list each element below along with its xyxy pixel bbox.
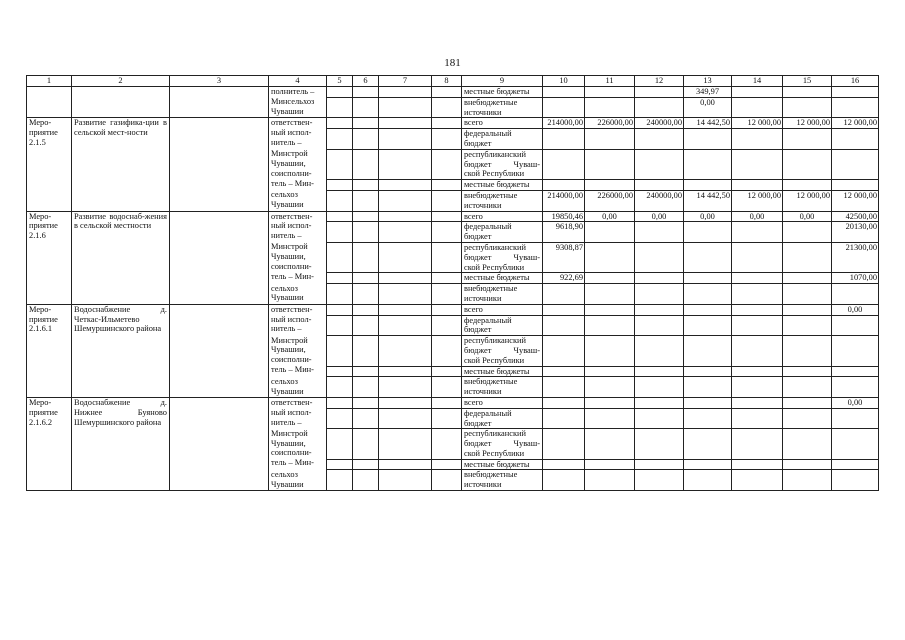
col-header: 4 [269,76,327,87]
source-cell: внебюджетные источники [462,190,543,211]
source-cell: республиканский бюджет Чуваш- ской Республики [462,149,543,179]
measure-title: Развитие водоснаб-жения в сельской местности [72,211,170,304]
col-header: 15 [783,76,832,87]
executor-cell: ответствен- ный испол- нитель – [269,118,327,149]
col-header: 1 [27,76,72,87]
source-cell: внебюджетные источники [462,284,543,305]
executor-cell: сельхоз Чувашии [269,190,327,211]
col-header: 6 [353,76,379,87]
col-header: 16 [832,76,879,87]
title-cell [72,87,170,118]
source-cell: внебюджетные источники [462,97,543,118]
executor-cell: Минстрой Чувашии, соисполни- тель – Мин- [269,336,327,377]
value-cell: 240000,00 [635,118,684,129]
col-header: 3 [170,76,269,87]
executor-cell: Минсельхоз Чувашии [269,97,327,118]
value-cell: 922,69 [543,273,585,284]
value-cell: 12 000,00 [732,118,783,129]
source-cell: всего [462,304,543,315]
value-cell: 9308,87 [543,242,585,272]
source-cell: федеральный бюджет [462,129,543,150]
table-row [27,397,879,408]
value-cell: 0,00 [635,211,684,222]
value-cell: 42500,00 [832,211,879,222]
source-cell: местные бюджеты [462,366,543,377]
value-cell: 1070,00 [832,273,879,284]
value-cell: 19850,46 [543,211,585,222]
source-cell: республиканский бюджет Чуваш- ской Республики [462,336,543,366]
value-cell: 214000,00 [543,190,585,211]
executor-cell: сельхоз Чувашии [269,284,327,305]
col-header: 11 [585,76,635,87]
measure-code: Меро- приятие 2.1.6.1 [27,304,72,397]
col-header: 13 [684,76,732,87]
executor-cell: сельхоз Чувашии [269,470,327,491]
value-cell: 0,00 [732,211,783,222]
code-cell [27,87,72,118]
value-cell: 0,00 [684,211,732,222]
executor-cell: ответствен- ный испол- нитель – [269,397,327,428]
source-cell: республиканский бюджет Чуваш- ской Республики [462,429,543,459]
source-cell: внебюджетные источники [462,377,543,398]
source-cell: республиканский бюджет Чуваш- ской Республики [462,242,543,272]
measure-code: Меро- приятие 2.1.6 [27,211,72,304]
source-cell: всего [462,118,543,129]
value-cell: 9618,90 [543,222,585,243]
col-header: 10 [543,76,585,87]
table-row [27,118,879,129]
source-cell: всего [462,397,543,408]
col-header: 5 [327,76,353,87]
executor-cell: Минстрой Чувашии, соисполни- тель – Мин- [269,149,327,190]
measure-code: Меро- приятие 2.1.6.2 [27,397,72,490]
table-row [27,87,879,98]
value-cell: 0,00 [783,211,832,222]
value-cell: 14 442,50 [684,190,732,211]
column-number-row [27,76,879,87]
col-header: 8 [432,76,462,87]
page-number: 181 [444,57,461,69]
col-header: 2 [72,76,170,87]
executor-cell: Минстрой Чувашии, соисполни- тель – Мин- [269,429,327,470]
source-cell: федеральный бюджет [462,408,543,429]
value-cell: 12 000,00 [832,190,879,211]
source-cell: всего [462,211,543,222]
executor-cell: полнитель – [269,87,327,98]
value-cell: 0,00 [832,397,879,408]
value-cell: 0,00 [684,97,732,118]
value-cell: 12 000,00 [783,118,832,129]
source-cell: федеральный бюджет [462,315,543,336]
value-cell: 0,00 [832,304,879,315]
source-cell: местные бюджеты [462,87,543,98]
source-cell: внебюджетные источники [462,470,543,491]
source-cell: федеральный бюджет [462,222,543,243]
value-cell: 214000,00 [543,118,585,129]
measure-title: Водоснабжение д. Четкас-Ильметево Шемуршинского района [72,304,170,397]
value-cell: 21300,00 [832,242,879,272]
value-cell: 14 442,50 [684,118,732,129]
col-header: 9 [462,76,543,87]
executor-cell: ответствен- ный испол- нитель – [269,304,327,335]
value-cell: 12 000,00 [832,118,879,129]
source-cell: местные бюджеты [462,459,543,470]
col-header: 14 [732,76,783,87]
value-cell: 226000,00 [585,190,635,211]
value-cell: 349,97 [684,87,732,98]
source-cell: местные бюджеты [462,273,543,284]
value-cell: 0,00 [585,211,635,222]
table-row [27,304,879,315]
executor-cell: сельхоз Чувашии [269,377,327,398]
col-header: 12 [635,76,684,87]
measure-code: Меро- приятие 2.1.5 [27,118,72,211]
budget-table [26,75,879,491]
measure-title: Развитие газифика-ции в сельской мест-ности [72,118,170,211]
value-cell: 226000,00 [585,118,635,129]
executor-cell: ответствен- ный испол- нитель – [269,211,327,242]
executor-cell: Минстрой Чувашии, соисполни- тель – Мин- [269,242,327,283]
value-cell: 240000,00 [635,190,684,211]
table-row [27,211,879,222]
value-cell: 20130,00 [832,222,879,243]
col-header: 7 [379,76,432,87]
measure-title: Водоснабжение д. Нижнее Буяново Шемуршинского района [72,397,170,490]
value-cell: 12 000,00 [783,190,832,211]
value-cell: 12 000,00 [732,190,783,211]
source-cell: местные бюджеты [462,180,543,191]
